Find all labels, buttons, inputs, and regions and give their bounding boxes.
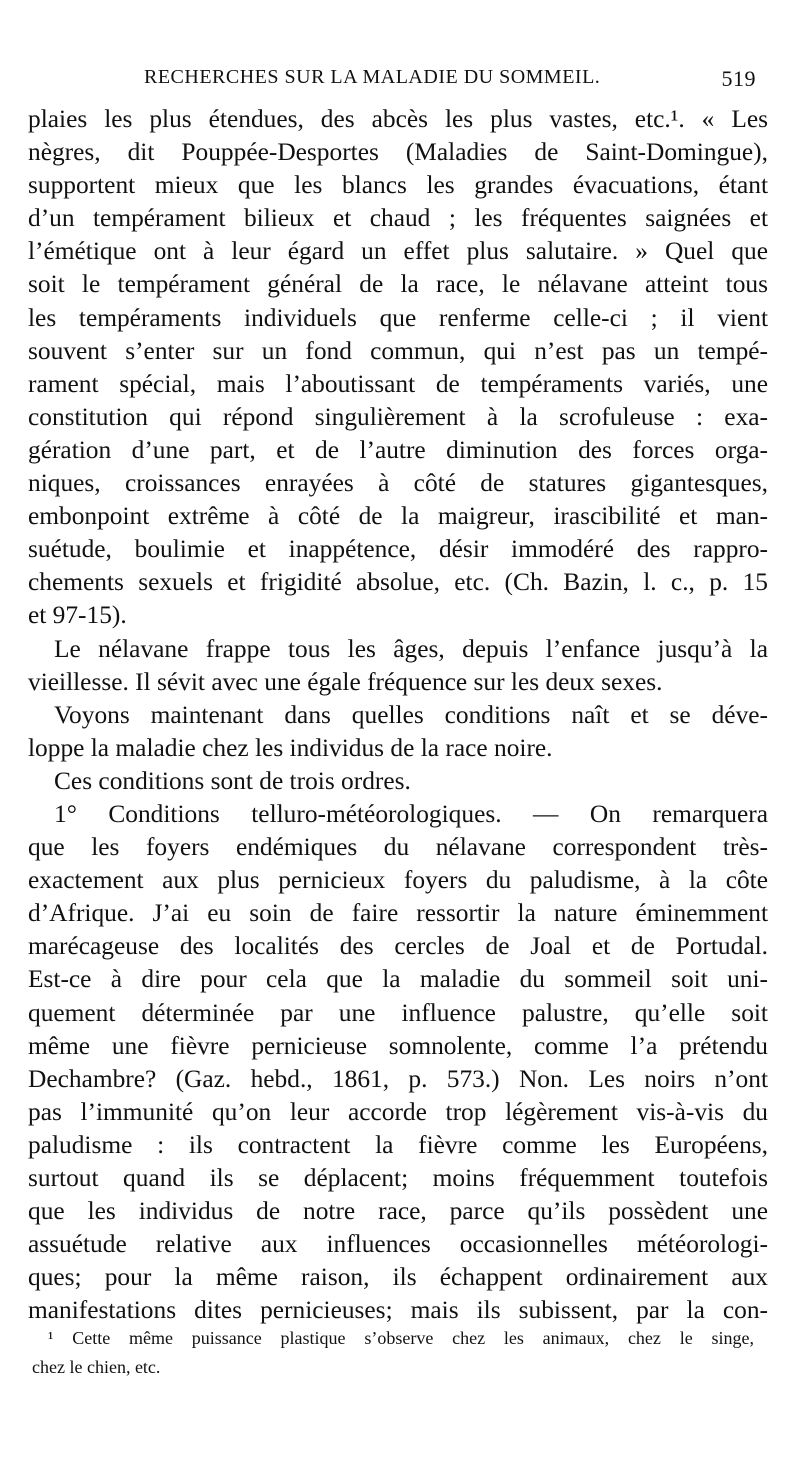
text-line: Le nélavane frappe tous les âges, depuis l’enfance jusqu’à la bbox=[54, 634, 768, 663]
text-line: constitution qui répond singulièrement à la scrofuleuse : exa- bbox=[28, 402, 768, 431]
running-title: RECHERCHES SUR LA MALADIE DU SOMMEIL. bbox=[144, 66, 601, 88]
footnote-line: chez le chien, etc. bbox=[32, 1357, 161, 1377]
text-line: vieillesse. Il sévit avec une égale fréquence sur les deux sexes. bbox=[28, 667, 663, 696]
text-line: ques; pour la même raison, ils échappent ordinairement aux bbox=[28, 1263, 768, 1292]
text-line: et 97-15). bbox=[28, 601, 127, 630]
text-line: paludisme : ils contractent la fièvre comme les Européens, bbox=[28, 1130, 768, 1159]
text-line: Est-ce à dire pour cela que la maladie du sommeil soit uni- bbox=[28, 965, 768, 994]
text-line: gération d’une part, et de l’autre diminution des forces orga- bbox=[28, 435, 768, 464]
text-line: marécageuse des localités des cercles de Joal et de Portudal. bbox=[28, 932, 768, 961]
text-line: pas l’immunité qu’on leur accorde trop légèrement vis-à-vis du bbox=[28, 1097, 768, 1126]
text-line: souvent s’enter sur un fond commun, qui n’est pas un tempé- bbox=[28, 336, 768, 365]
text-line: nègres, dit Pouppée-Desportes (Maladies de Saint-Domingue), bbox=[28, 138, 768, 167]
text-line: quement déterminée par une influence palustre, qu’elle soit bbox=[28, 998, 768, 1027]
text-line: l’émétique ont à leur égard un effet plus salutaire. » Quel que bbox=[28, 237, 768, 266]
text-line: que les individus de notre race, parce qu’ils possèdent une bbox=[28, 1197, 768, 1226]
text-line: même une fièvre pernicieuse somnolente, comme l’a prétendu bbox=[28, 1031, 768, 1060]
text-line: 1° Conditions telluro-météorologiques. — On remarquera bbox=[54, 799, 768, 828]
text-line: embonpoint extrême à côté de la maigreur, irascibilité et man- bbox=[28, 502, 768, 531]
text-line: surtout quand ils se déplacent; moins fréquemment toutefois bbox=[28, 1164, 768, 1192]
text-line: supportent mieux que les blancs les grandes évacuations, étant bbox=[28, 171, 768, 200]
text-line: niques, croissances enrayées à côté de statures gigantesques, bbox=[28, 469, 768, 498]
text-line: loppe la maladie chez les individus de la race noire. bbox=[28, 733, 553, 762]
text-line: exactement aux plus pernicieux foyers du paludisme, à la côte bbox=[28, 866, 768, 895]
text-line: Dechambre? (Gaz. hebd., 1861, p. 573.) Non. Les noirs n’ont bbox=[28, 1064, 768, 1093]
text-line: manifestations dites pernicieuses; mais ils subissent, par la con- bbox=[28, 1296, 768, 1325]
text-line: que les foyers endémiques du nélavane correspondent très- bbox=[28, 833, 768, 862]
body-text bbox=[28, 103, 768, 1327]
footnote-line: ¹ Cette même puissance plastique s’observe chez les animaux, chez le singe, bbox=[48, 1328, 754, 1348]
text-line: les tempéraments individuels que renferme celle-ci ; il vient bbox=[28, 303, 768, 332]
footnotes bbox=[32, 1324, 754, 1382]
text-line: Voyons maintenant dans quelles conditions naît et se déve- bbox=[54, 700, 768, 729]
text-line: rament spécial, mais l’aboutissant de tempéraments variés, une bbox=[28, 369, 768, 398]
running-head bbox=[110, 66, 756, 96]
text-line: assuétude relative aux influences occasionnelles météorologi- bbox=[28, 1230, 768, 1259]
text-line: d’un tempérament bilieux et chaud ; les fréquentes saignées et bbox=[28, 204, 768, 233]
text-line: Ces conditions sont de trois ordres. bbox=[54, 766, 411, 795]
page-number: 519 bbox=[721, 66, 756, 91]
text-line: suétude, boulimie et inappétence, désir immodéré des rappro- bbox=[28, 535, 768, 564]
text-line: chements sexuels et frigidité absolue, etc. (Ch. Bazin, l. c., p. 15 bbox=[28, 568, 768, 597]
text-line: plaies les plus étendues, des abcès les plus vastes, etc.¹. « Les bbox=[28, 105, 768, 133]
text-line: soit le tempérament général de la race, le nélavane atteint tous bbox=[28, 270, 768, 299]
text-line: d’Afrique. J’ai eu soin de faire ressortir la nature éminemment bbox=[28, 899, 768, 928]
